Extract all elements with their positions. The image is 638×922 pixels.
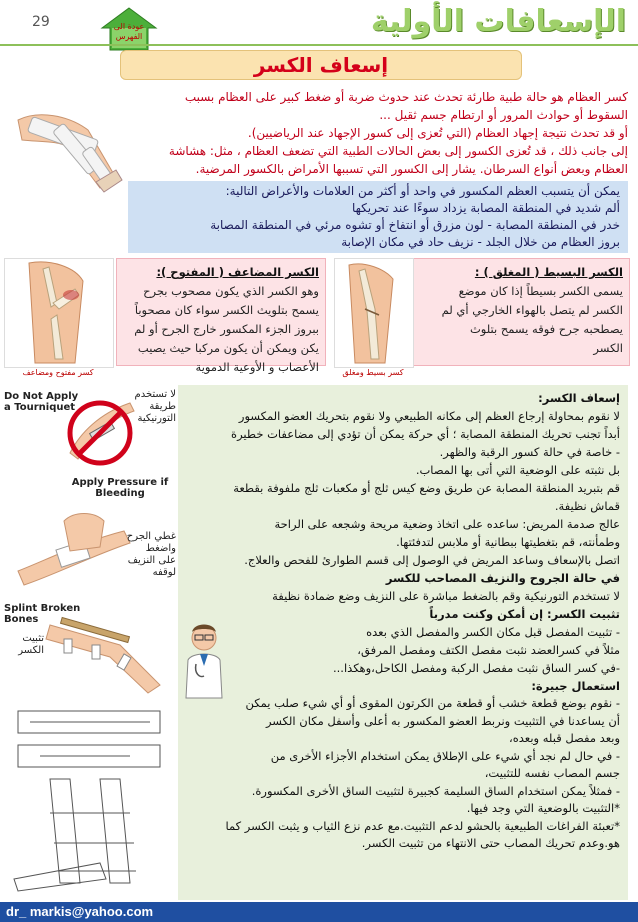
- intro-line: السقوط أو حوادث المرور أو ارتطام جسم ثقيل ...: [379, 108, 628, 122]
- fracture-types-section: [4, 258, 630, 380]
- first-aid-line: بل نثبته على الوضعية التي أتى بها المصاب.: [415, 463, 620, 477]
- page-number: 29: [32, 14, 50, 30]
- first-aid-section: [178, 385, 628, 900]
- open-fracture-line: وهو الكسر الذي يكون مصحوب بجرح: [143, 284, 319, 298]
- page-title: إسعاف الكسر: [253, 53, 389, 77]
- header-divider: [0, 44, 638, 46]
- splint-line: أن يساعدنا في التثبيت ونربط العضو المكسور به أعلى وأسفل مكان الكسر: [265, 713, 620, 728]
- closed-fracture-line: يصطحبه جرح فوقه يسمح بتلوث: [469, 322, 623, 336]
- first-aid-illustrations: [0, 385, 178, 900]
- closed-fracture-line: يسمى الكسر بسيطاً إذا كان موضع: [458, 284, 623, 298]
- first-aid-text: [186, 389, 620, 853]
- splint-line: - فمثلاً يمكن استخدام الساق السليمة كجبيرة لتثبيت الساق الأخرى المكسورة.: [251, 783, 620, 798]
- splint-line: وبعد مفصل قبله وبعده،: [509, 731, 620, 745]
- fixation-heading: تثبيت الكسر: إن أمكن وكنت مدرباً: [429, 607, 620, 621]
- first-aid-line: قم بتبريد المنطقة المصابة عن طريق وضع كيس ثلج أو مكعبات ثلج ملفوفة بقطعة: [233, 481, 620, 495]
- cover-wound-label: غطي الجرح واضغط على النزيف لوقفه: [126, 531, 176, 578]
- splint-line: هو.وعدم تحريك المصاب حتى الانتهاء من تثبيت الكسر.: [361, 836, 620, 850]
- closed-fracture-caption: كسر بسيط ومغلق: [342, 368, 404, 377]
- no-tourniquet-caption: Do Not Apply a Tourniquet: [4, 391, 79, 413]
- closed-fracture-line: الكسر لم يتصل بالهواء الخارجي أي لم: [441, 303, 623, 317]
- apply-pressure-caption: Apply Pressure if Bleeding: [71, 477, 169, 499]
- closed-fracture-title: الكسر البسيط ( المغلق ) :: [474, 265, 623, 279]
- splint-line: *تعبئة الفراغات الطبيعية بالحشو لدعم التثبيت.مع عدم نزع الثياب و يثبت الكسر كما: [225, 818, 620, 833]
- first-aid-line: وطمأنته، قم بتغطيتها ببطانية أو ملابس لتدفئتها.: [396, 535, 620, 549]
- first-aid-line: لا نقوم بمحاولة إرجاع العظم إلى مكانه الطبيعي ولا نقوم بتحريك العضو المكسور: [238, 409, 620, 423]
- title-banner: [120, 50, 522, 80]
- open-fracture-box: [116, 258, 326, 374]
- splint-line: - في حال لم نجد أي شيء على الإطلاق يمكن استخدام الأجزاء الأخرى من: [270, 748, 620, 763]
- no-tourniquet-icon: [60, 393, 140, 473]
- fixation-line: - تثبيت المفصل قبل مكان الكسر والمفصل الذي بعده: [366, 625, 620, 639]
- symptom-item: خدر في المنطقة المصابة - لون مزرق أو انتفاخ أو تشوه مرئي في المنطقة المصابة: [210, 218, 620, 232]
- intro-line: إلى جانب ذلك ، قد تُعزى الكسور إلى بعض الحالات الطبية التي تضعف العظام ، مثل: هشاشة: [168, 144, 628, 158]
- page-header: [0, 0, 638, 50]
- bleeding-heading: في حالة الجروح والنزيف المصاحب للكسر: [385, 571, 620, 585]
- intro-line: العظام وبعض أنواع السرطان. يشار إلى الكسور التي تسببها الأمراض بالكسور المرضية.: [195, 162, 628, 176]
- closed-fracture-line: الكسر: [593, 341, 623, 355]
- closed-fracture-box: [412, 258, 630, 366]
- splint-heading: استعمال جبيرة:: [531, 679, 620, 693]
- splint-line: *التثبيت بالوضعية التي وجد فيها.: [466, 801, 620, 815]
- first-aid-line: أبداً تجنب تحريك المنطقة المصابة ؛ أي حركة يمكن أن تؤدي إلى مضاعفات خطيرة: [231, 427, 620, 441]
- site-title: الإسعافات الأولية: [370, 4, 626, 39]
- symptoms-box: [128, 181, 628, 253]
- doctor-illustration: [178, 620, 230, 700]
- no-tourniquet-label: لا تستخدم طريقة التورنيكية: [134, 389, 176, 424]
- first-aid-heading: إسعاف الكسر:: [538, 391, 620, 405]
- symptoms-intro: يمكن أن يتسبب العظم المكسور في واحد أو أكثر من العلامات والأعراض التالية:: [225, 184, 620, 198]
- fixation-line: -في كسر الساق نثبت مفصل الركبة ومفصل الكاحل،وهكذا...: [333, 661, 620, 675]
- fixation-line: مثلاً في كسرالعضد نثبت مفصل الكتف ومفصل المرفق،: [357, 643, 620, 657]
- splint-line: جسم المصاب نفسه للتثبيت،: [484, 766, 620, 780]
- symptom-item: ألم شديد في المنطقة المصابة يزداد سوءًا عند تحريكها: [351, 201, 620, 215]
- leg-splint-image: [8, 90, 126, 195]
- apply-pressure-icon: [14, 501, 134, 591]
- intro-paragraph: [130, 88, 628, 178]
- splint-line: - نقوم بوضع قطعة خشب أو قطعة من الكرتون المقوى أو أي شيء صلب يمكن: [245, 696, 620, 710]
- open-fracture-title: الكسر المضاعف ( المفتوح ):: [156, 265, 319, 279]
- splint-steps-icon: [10, 703, 170, 893]
- symptom-item: بروز العظام من خلال الجلد - نزيف حاد في مكان الإصابة: [341, 235, 620, 249]
- open-fracture-image: [4, 258, 114, 368]
- page-footer: [0, 902, 638, 922]
- back-to-index-label: عودة الى الفهرس: [113, 22, 145, 41]
- closed-fracture-image: [334, 258, 414, 368]
- splint-icon: [40, 605, 170, 695]
- open-fracture-line: يكن ويمكن أن يكون مركبا حيث يصيب: [137, 341, 319, 355]
- open-fracture-caption: كسر مفتوح ومضاعف: [22, 368, 94, 377]
- intro-line: أو قد تحدث نتيجة إجهاد العظام (التي تُعزى إلى كسور الإجهاد عند الرياضيين).: [247, 126, 628, 140]
- first-aid-line: قماش نظيفة.: [554, 499, 620, 513]
- splint-label: تثبيت الكسر: [18, 633, 44, 656]
- first-aid-line: اتصل بالإسعاف وساعد المريض في الوصول إلى قسم الطوارئ للفحص والعلاج.: [244, 553, 620, 567]
- author-email[interactable]: dr_ markis@yahoo.com: [6, 904, 154, 919]
- first-aid-line: عالج صدمة المريض: ساعده على اتخاذ وضعية مريحة وشجعه على الراحة: [274, 517, 620, 531]
- splint-caption: Splint Broken Bones: [4, 603, 81, 625]
- intro-line: كسر العظام هو حالة طبية طارئة تحدث عند حدوث ضربة أو ضغط كبير على العظام بسبب: [184, 90, 628, 104]
- open-fracture-line: الأعصاب و الأوعية الدموية: [195, 360, 319, 374]
- bleeding-text: لا تستخدم التورنيكية وقم بالضغط مباشرة على النزيف وضع ضمادة نظيفة: [272, 589, 620, 603]
- open-fracture-line: ببروز الجزء المكسور خارج الجرح أو لم: [134, 322, 319, 336]
- open-fracture-line: يسمح بتلويث الكسر سواء كان مصحوباً: [134, 303, 319, 317]
- first-aid-line: - خاصة في حالة كسور الرقبة والظهر.: [439, 445, 620, 459]
